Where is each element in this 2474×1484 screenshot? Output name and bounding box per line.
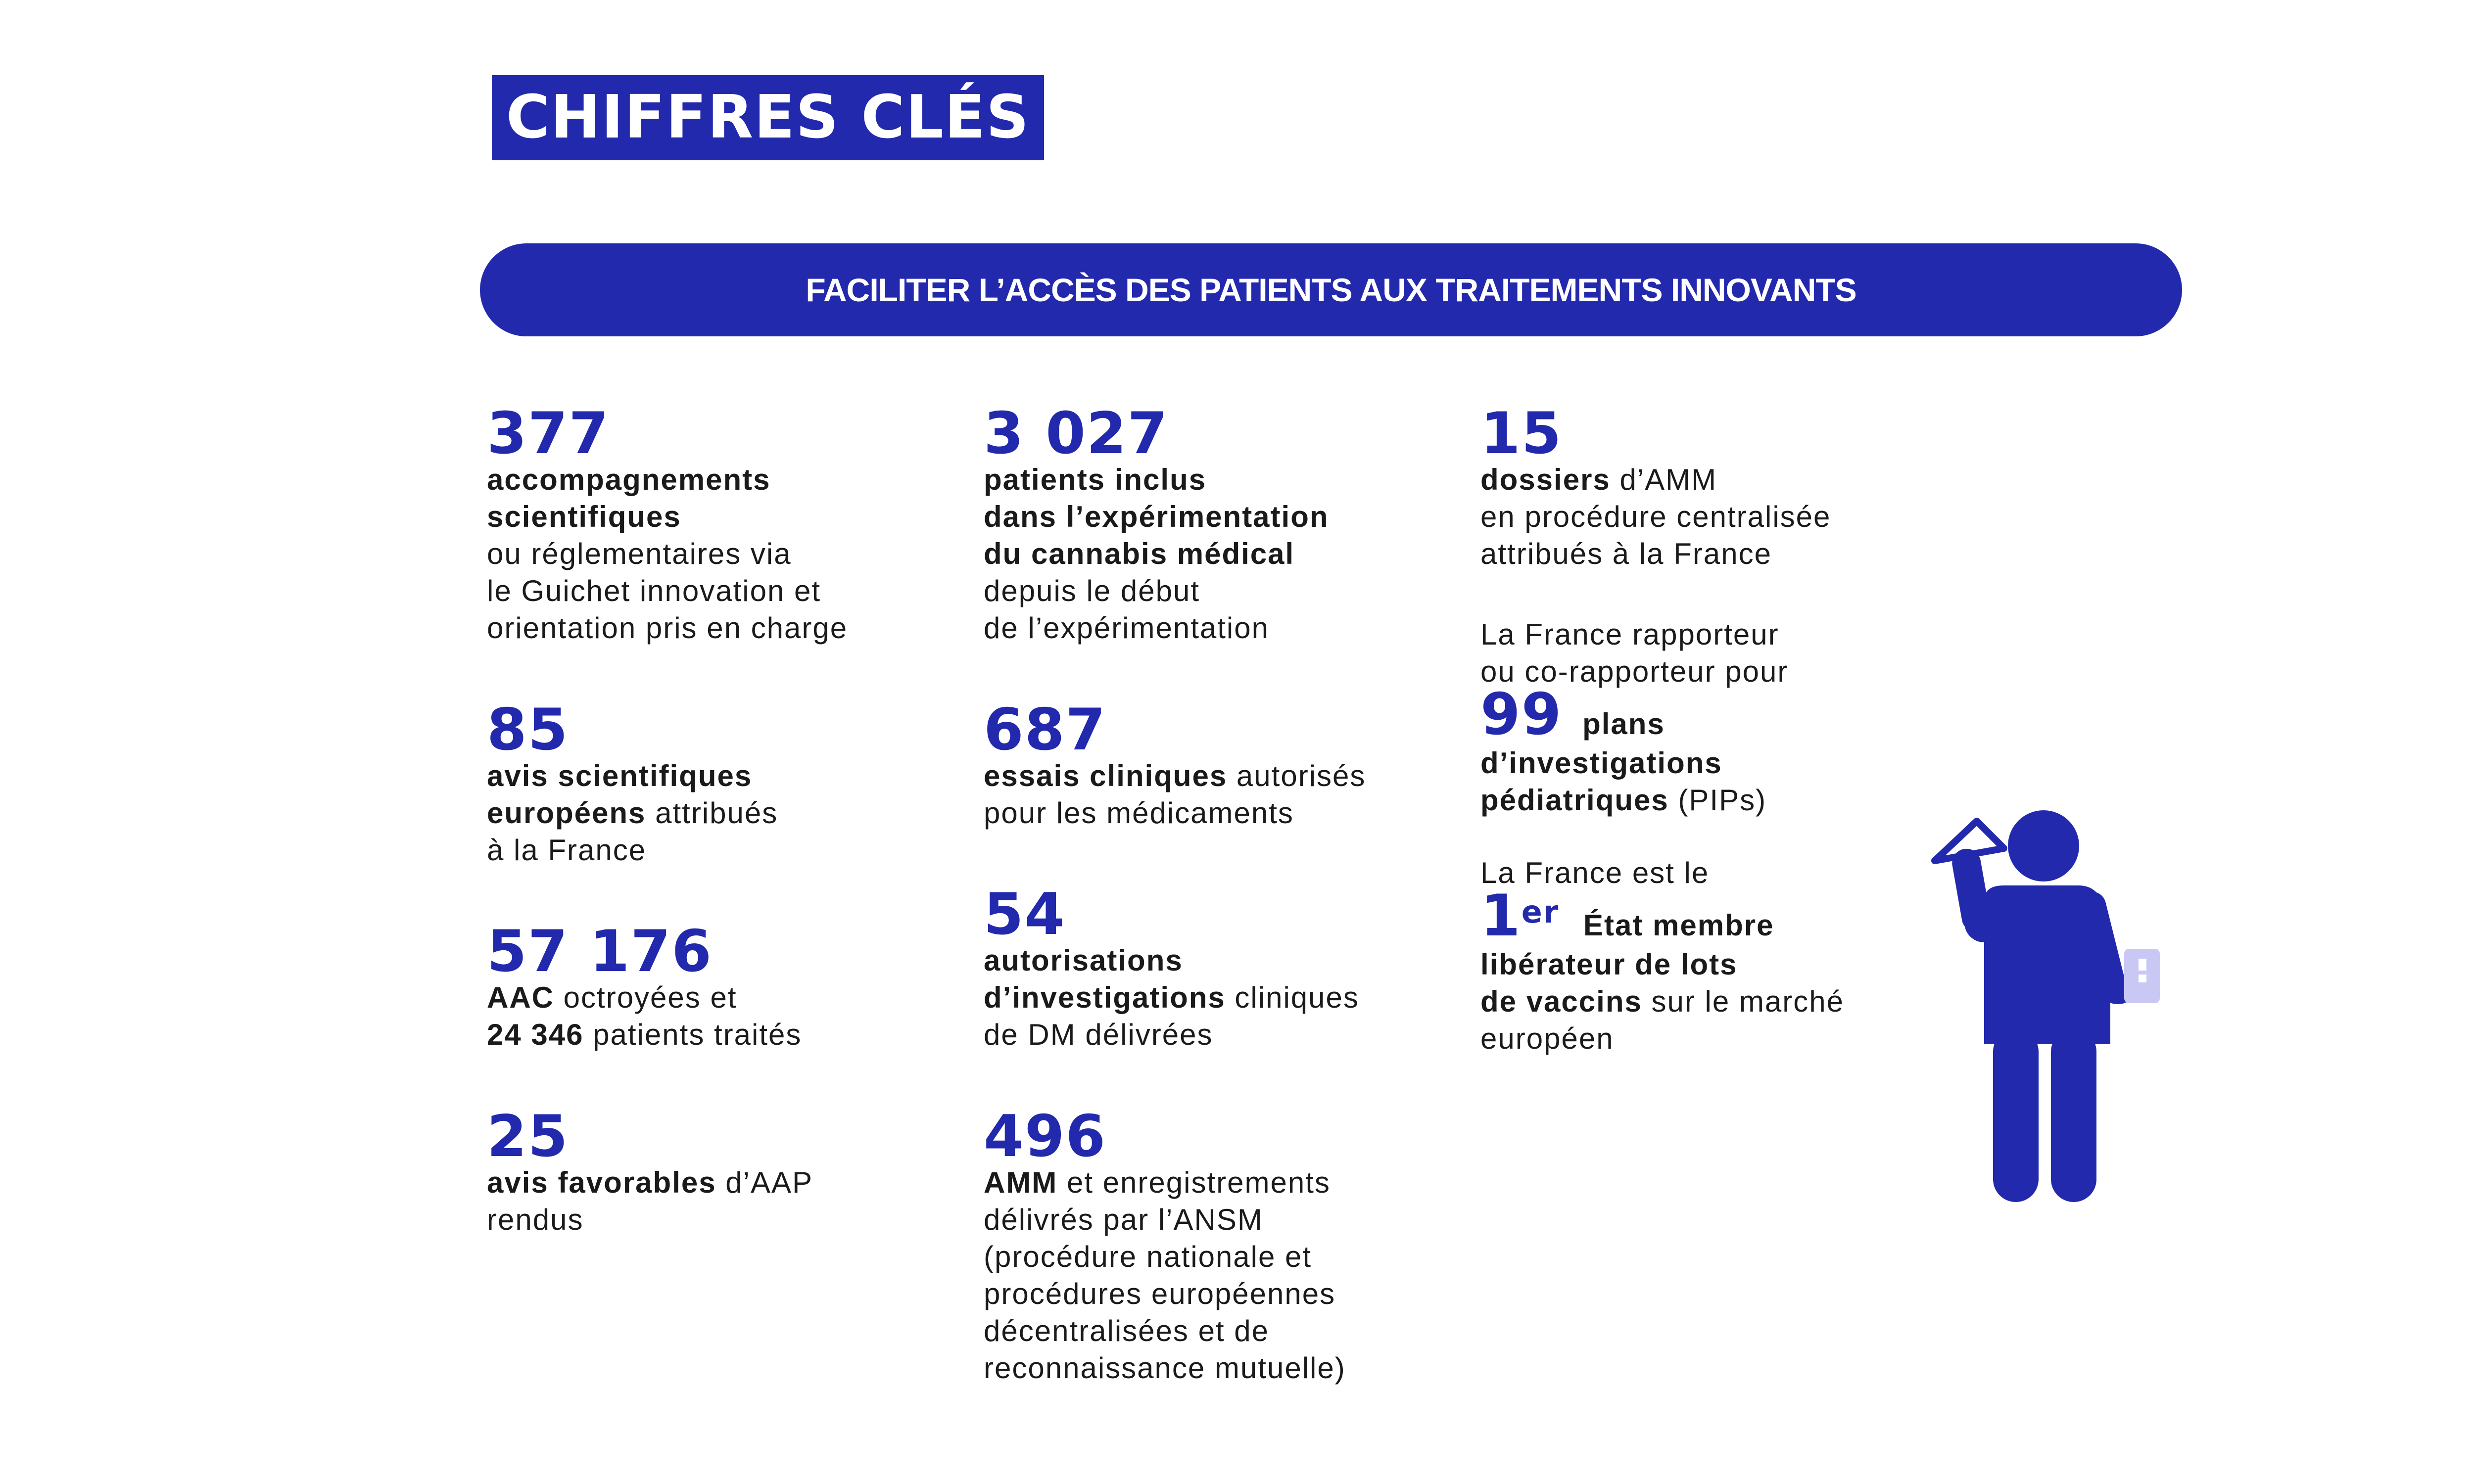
stat-number: 3 027 bbox=[984, 400, 1169, 467]
stat-dossiers-amm bbox=[1480, 400, 1955, 572]
stat-text: autorisations d’investigations cliniques de DM délivrées bbox=[984, 944, 1359, 1051]
stat-text: AMM et enregistrements délivrés par l’ANSM (procédure nationale et procédures européennes décentralisées et de reconnaissance mutuelle) bbox=[984, 1166, 1346, 1385]
stat-cannabis bbox=[984, 400, 1459, 647]
stat-number: 496 bbox=[984, 1103, 1107, 1170]
stat-avis-scientifiques bbox=[487, 696, 962, 869]
stat-guichet bbox=[487, 400, 962, 647]
stat-text: La France est le 1er État membre libérateur de lots de vaccins sur le marché européen bbox=[1480, 856, 1844, 1055]
stat-text: patients inclus dans l’expérimentation du cannabis médical depuis le début de l’expérimentation bbox=[984, 463, 1329, 645]
stat-essais-cliniques bbox=[984, 696, 1459, 832]
stat-amm bbox=[984, 1103, 1459, 1387]
stat-text: La France rapporteur ou co-rapporteur pour 99 plans d’investigations pédiatriques (PIPs) bbox=[1480, 618, 1789, 817]
stat-number: 25 bbox=[487, 1103, 569, 1170]
stat-text: avis favorables d’AAP rendus bbox=[487, 1166, 813, 1236]
stat-aac bbox=[487, 918, 962, 1053]
stat-text: AAC octroyées et 24 346 patients traités bbox=[487, 981, 802, 1051]
person-drinking-icon bbox=[1930, 796, 2197, 1207]
stat-vaccins bbox=[1480, 854, 1955, 1057]
stat-text: dossiers d’AMM en procédure centralisée attribués à la France bbox=[1480, 463, 1831, 570]
stat-number: 57 176 bbox=[487, 918, 713, 985]
stat-number: 54 bbox=[984, 881, 1066, 948]
page-title: CHIFFRES CLÉS bbox=[492, 75, 1044, 160]
stat-number: 377 bbox=[487, 400, 610, 467]
stat-pips bbox=[1480, 616, 1955, 819]
stat-number: 687 bbox=[984, 696, 1107, 763]
stat-text: avis scientifiques européens attribués à la France bbox=[487, 759, 778, 867]
stat-number: 85 bbox=[487, 696, 569, 763]
stat-text: essais cliniques autorisés pour les médicaments bbox=[984, 759, 1366, 830]
stat-aap bbox=[487, 1103, 962, 1238]
stat-number: 99 bbox=[1480, 681, 1563, 748]
stat-number: 1 bbox=[1480, 882, 1522, 949]
stat-investigations-dm bbox=[984, 881, 1459, 1053]
stat-text: accompagnements scientifiques ou réglementaires via le Guichet innovation et orientation pris en charge bbox=[487, 463, 848, 645]
stat-number: 15 bbox=[1480, 400, 1563, 467]
section-banner: FACILITER L’ACCÈS DES PATIENTS AUX TRAITEMENTS INNOVANTS bbox=[480, 243, 2182, 336]
